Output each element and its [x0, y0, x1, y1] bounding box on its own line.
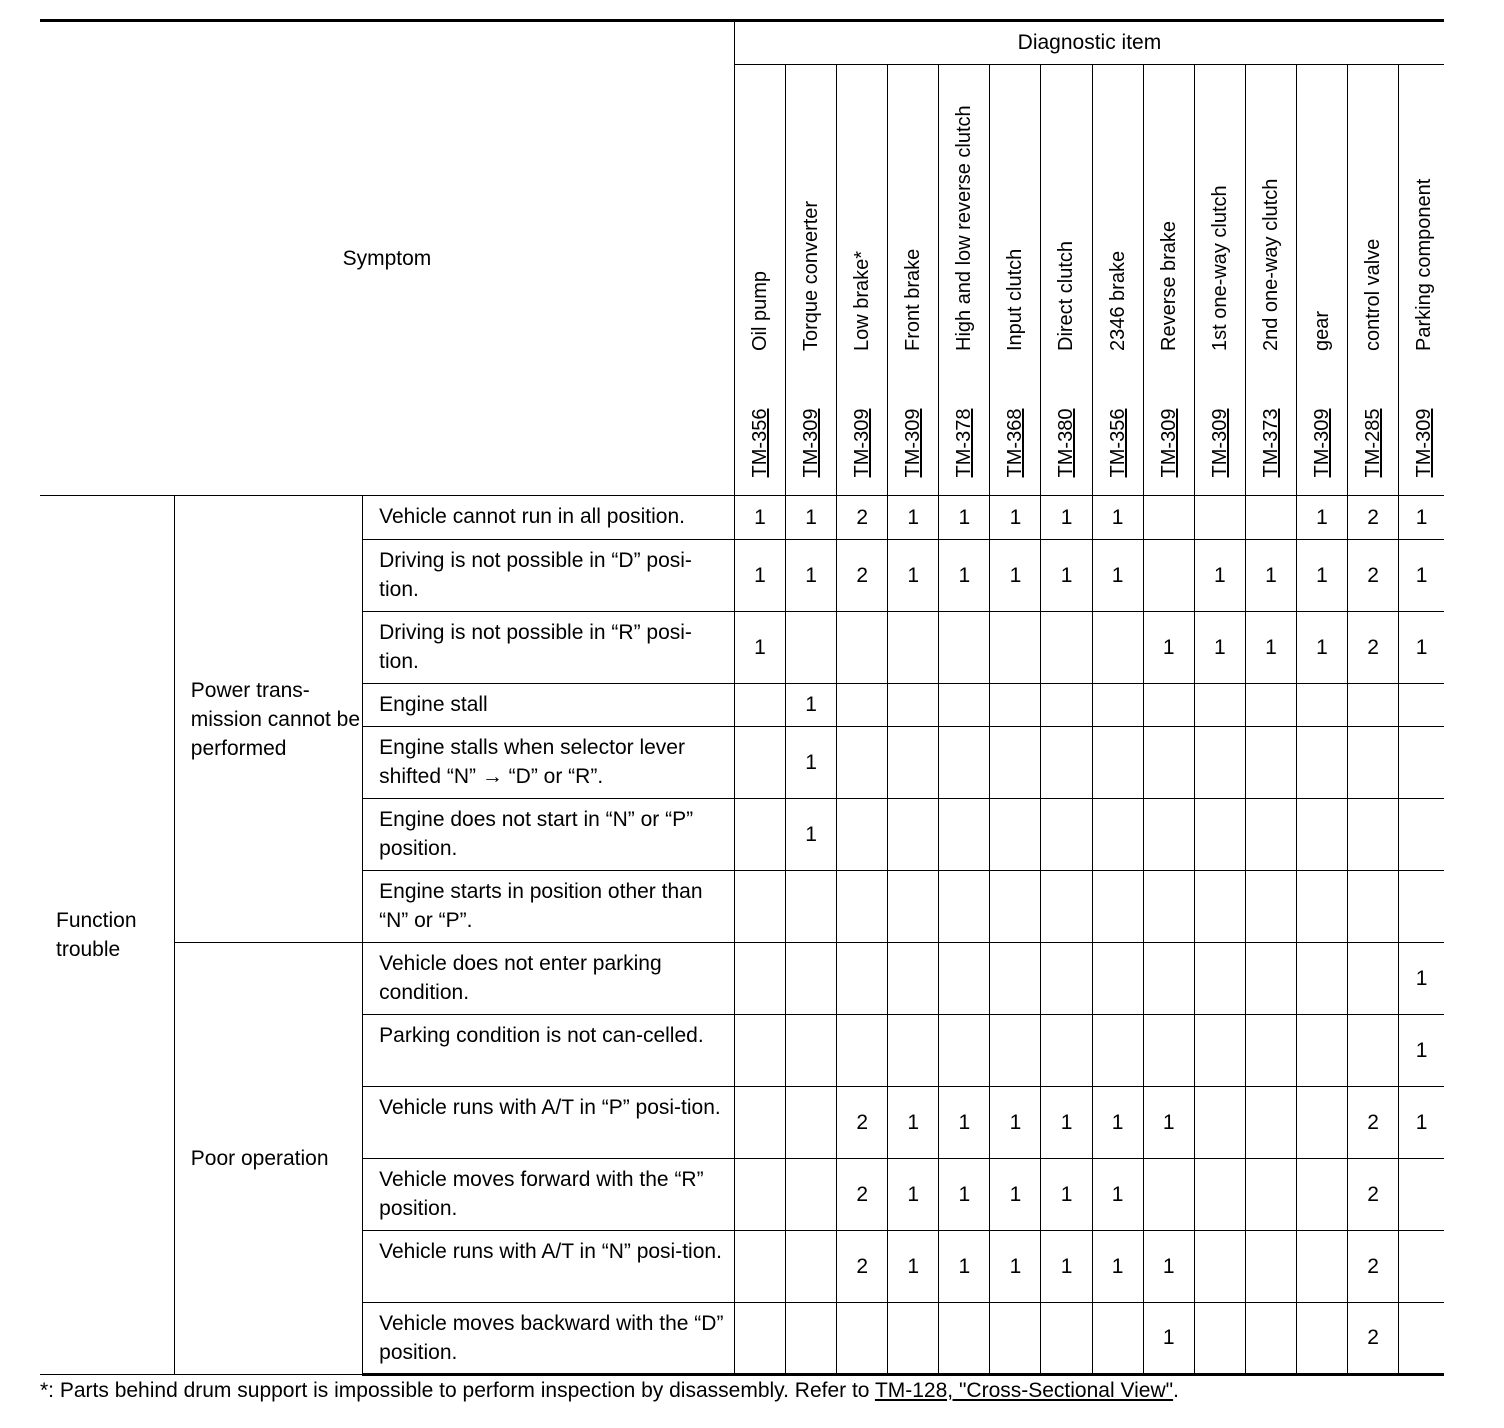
- value-cell: [939, 943, 990, 1015]
- column-name: Torque converter: [800, 200, 823, 351]
- value-cell: 1: [1399, 943, 1444, 1015]
- column-ref-link[interactable]: TM-285: [1362, 408, 1385, 478]
- value-cell: 2: [1348, 1159, 1399, 1231]
- column-header: [1399, 65, 1444, 496]
- value-cell: [734, 684, 785, 727]
- value-cell: [1296, 727, 1347, 799]
- value-cell: [1296, 1015, 1347, 1087]
- value-cell: 1: [1092, 1159, 1143, 1231]
- value-cell: 2: [837, 1159, 888, 1231]
- value-cell: [1245, 1015, 1296, 1087]
- value-cell: 2: [1348, 496, 1399, 540]
- value-cell: [1092, 943, 1143, 1015]
- value-cell: [1245, 871, 1296, 943]
- column-header: [888, 65, 939, 496]
- column-ref-link[interactable]: TM-373: [1259, 408, 1282, 478]
- value-cell: 2: [837, 1231, 888, 1303]
- value-cell: 1: [786, 684, 837, 727]
- value-cell: [1399, 1231, 1444, 1303]
- value-cell: [734, 799, 785, 871]
- value-cell: [734, 1159, 785, 1231]
- value-cell: [888, 799, 939, 871]
- table-row: [40, 496, 1444, 540]
- value-cell: [786, 1231, 837, 1303]
- value-cell: [990, 943, 1041, 1015]
- value-cell: 1: [1143, 612, 1194, 684]
- column-header: [1194, 65, 1245, 496]
- column-header: [1348, 65, 1399, 496]
- value-cell: 1: [1092, 1231, 1143, 1303]
- column-name: Direct clutch: [1055, 240, 1078, 351]
- column-ref-link[interactable]: TM-356: [1106, 408, 1129, 478]
- value-cell: [1092, 727, 1143, 799]
- footnote-end: .: [1173, 1379, 1179, 1402]
- symptom-cell: Vehicle does not enter parking condition.: [363, 943, 735, 1015]
- column-header: [734, 65, 785, 496]
- value-cell: 1: [990, 496, 1041, 540]
- value-cell: 1: [1092, 496, 1143, 540]
- value-cell: [990, 727, 1041, 799]
- value-cell: 1: [888, 540, 939, 612]
- value-cell: 1: [1092, 1087, 1143, 1159]
- value-cell: [837, 612, 888, 684]
- value-cell: [888, 612, 939, 684]
- column-ref-link[interactable]: TM-309: [1310, 408, 1333, 478]
- column-ref-link[interactable]: TM-378: [953, 408, 976, 478]
- column-header: [939, 65, 990, 496]
- value-cell: [939, 684, 990, 727]
- value-cell: [837, 799, 888, 871]
- value-cell: [939, 871, 990, 943]
- column-header: [786, 65, 837, 496]
- footnote-text: *: Parts behind drum support is impossible to perform inspection by disassembly. Refer to: [40, 1379, 875, 1402]
- value-cell: [837, 871, 888, 943]
- column-name: High and low reverse clutch: [953, 105, 976, 351]
- value-cell: 1: [1041, 1231, 1092, 1303]
- value-cell: 1: [1245, 540, 1296, 612]
- symptom-cell: Vehicle cannot run in all position.: [363, 496, 735, 540]
- symptom-cell: Parking condition is not can-celled.: [363, 1015, 735, 1087]
- value-cell: [734, 1303, 785, 1375]
- value-cell: 2: [1348, 1087, 1399, 1159]
- value-cell: [990, 1015, 1041, 1087]
- value-cell: 1: [1296, 496, 1347, 540]
- value-cell: [1143, 1159, 1194, 1231]
- value-cell: [1194, 727, 1245, 799]
- value-cell: [1194, 1303, 1245, 1375]
- value-cell: [1092, 799, 1143, 871]
- symptom-cell: Engine stalls when selector lever shifted “N” → “D” or “R”.: [363, 727, 735, 799]
- value-cell: [990, 612, 1041, 684]
- value-cell: [786, 1015, 837, 1087]
- value-cell: [786, 1303, 837, 1375]
- value-cell: [1041, 799, 1092, 871]
- value-cell: [1348, 684, 1399, 727]
- value-cell: 1: [1041, 496, 1092, 540]
- column-ref-link[interactable]: TM-309: [1157, 408, 1180, 478]
- value-cell: [1245, 727, 1296, 799]
- column-header: [1245, 65, 1296, 496]
- column-header: [1296, 65, 1347, 496]
- value-cell: [1296, 684, 1347, 727]
- value-cell: [1245, 799, 1296, 871]
- value-cell: [888, 727, 939, 799]
- value-cell: [1143, 684, 1194, 727]
- value-cell: 2: [1348, 540, 1399, 612]
- value-cell: 1: [1399, 612, 1444, 684]
- column-name: Parking component: [1413, 178, 1436, 351]
- symptom-cell: Vehicle moves backward with the “D” position.: [363, 1303, 735, 1375]
- value-cell: [990, 871, 1041, 943]
- value-cell: [1245, 496, 1296, 540]
- column-ref-link[interactable]: TM-309: [800, 408, 823, 478]
- value-cell: [734, 1015, 785, 1087]
- value-cell: 1: [1194, 540, 1245, 612]
- column-ref-link[interactable]: TM-356: [748, 408, 771, 478]
- value-cell: [1245, 1303, 1296, 1375]
- value-cell: 2: [1348, 1303, 1399, 1375]
- value-cell: [786, 871, 837, 943]
- column-name: Oil pump: [748, 270, 771, 351]
- value-cell: 1: [1143, 1231, 1194, 1303]
- value-cell: [1194, 684, 1245, 727]
- value-cell: [1296, 1303, 1347, 1375]
- value-cell: 1: [1399, 1015, 1444, 1087]
- group-cell: Power trans-mission cannot be performed: [174, 496, 362, 943]
- value-cell: [1348, 727, 1399, 799]
- value-cell: [734, 1087, 785, 1159]
- value-cell: [1348, 871, 1399, 943]
- value-cell: 1: [888, 1159, 939, 1231]
- value-cell: [1194, 799, 1245, 871]
- value-cell: 1: [939, 496, 990, 540]
- symptom-cell: Engine stall: [363, 684, 735, 727]
- value-cell: [1399, 684, 1444, 727]
- value-cell: 1: [939, 1087, 990, 1159]
- value-cell: [1348, 1015, 1399, 1087]
- value-cell: [1194, 496, 1245, 540]
- value-cell: [1041, 1015, 1092, 1087]
- value-cell: 1: [939, 540, 990, 612]
- value-cell: 1: [786, 799, 837, 871]
- value-cell: [1194, 1159, 1245, 1231]
- value-cell: 1: [888, 496, 939, 540]
- footnote-link[interactable]: TM-128, "Cross-Sectional View": [874, 1379, 1174, 1402]
- value-cell: [837, 943, 888, 1015]
- column-name: Low brake*: [851, 250, 874, 351]
- value-cell: [1296, 871, 1347, 943]
- value-cell: [1348, 943, 1399, 1015]
- value-cell: [1245, 684, 1296, 727]
- value-cell: [1348, 799, 1399, 871]
- value-cell: 1: [786, 727, 837, 799]
- column-name: Input clutch: [1004, 248, 1027, 351]
- group-cell: Poor operation: [174, 943, 362, 1375]
- value-cell: [1194, 1231, 1245, 1303]
- value-cell: [888, 684, 939, 727]
- value-cell: 1: [1041, 540, 1092, 612]
- value-cell: 2: [837, 540, 888, 612]
- value-cell: [1194, 1015, 1245, 1087]
- symptom-cell: Vehicle runs with A/T in “N” posi-tion.: [363, 1231, 735, 1303]
- value-cell: [1041, 612, 1092, 684]
- column-name: gear: [1310, 310, 1333, 351]
- value-cell: [837, 1015, 888, 1087]
- value-cell: 1: [1399, 1087, 1444, 1159]
- value-cell: [1092, 612, 1143, 684]
- value-cell: [990, 799, 1041, 871]
- value-cell: [1399, 1159, 1444, 1231]
- value-cell: [837, 1303, 888, 1375]
- value-cell: 2: [1348, 612, 1399, 684]
- value-cell: [786, 1087, 837, 1159]
- value-cell: [990, 684, 1041, 727]
- column-name: Reverse brake: [1157, 220, 1180, 351]
- value-cell: [1092, 871, 1143, 943]
- column-name: 1st one-way clutch: [1208, 185, 1231, 351]
- value-cell: [888, 1015, 939, 1087]
- value-cell: [1296, 1087, 1347, 1159]
- value-cell: [1399, 1303, 1444, 1375]
- value-cell: 1: [734, 540, 785, 612]
- value-cell: 1: [939, 1159, 990, 1231]
- value-cell: [1245, 943, 1296, 1015]
- value-cell: 1: [1041, 1087, 1092, 1159]
- column-ref-link[interactable]: TM-368: [1004, 408, 1027, 478]
- value-cell: 1: [1296, 540, 1347, 612]
- value-cell: [734, 1231, 785, 1303]
- column-name: control valve: [1362, 238, 1385, 351]
- value-cell: [734, 943, 785, 1015]
- value-cell: 1: [1399, 540, 1444, 612]
- footnote: [40, 1379, 1179, 1403]
- value-cell: [1041, 943, 1092, 1015]
- value-cell: 2: [837, 1087, 888, 1159]
- value-cell: 1: [1092, 540, 1143, 612]
- diagnostic-item-header: Diagnostic item: [734, 21, 1444, 65]
- value-cell: [1143, 727, 1194, 799]
- value-cell: 1: [1245, 612, 1296, 684]
- column-header: [990, 65, 1041, 496]
- value-cell: [1399, 727, 1444, 799]
- symptom-cell: Engine starts in position other than “N” or “P”.: [363, 871, 735, 943]
- value-cell: [1194, 871, 1245, 943]
- value-cell: [1092, 684, 1143, 727]
- column-ref-link[interactable]: TM-309: [1208, 408, 1231, 478]
- value-cell: [1143, 799, 1194, 871]
- value-cell: [1143, 871, 1194, 943]
- value-cell: 1: [734, 496, 785, 540]
- symptom-cell: Driving is not possible in “R” posi-tion.: [363, 612, 735, 684]
- value-cell: [1296, 1231, 1347, 1303]
- value-cell: [888, 871, 939, 943]
- value-cell: [990, 1303, 1041, 1375]
- category-cell: Function trouble: [40, 496, 174, 1375]
- symptom-cell: Driving is not possible in “D” posi-tion.: [363, 540, 735, 612]
- value-cell: [888, 1303, 939, 1375]
- value-cell: [1296, 1159, 1347, 1231]
- value-cell: [939, 727, 990, 799]
- value-cell: 1: [939, 1231, 990, 1303]
- column-ref-link[interactable]: TM-309: [902, 408, 925, 478]
- value-cell: 1: [888, 1231, 939, 1303]
- value-cell: [786, 1159, 837, 1231]
- value-cell: [1143, 496, 1194, 540]
- value-cell: 1: [1143, 1303, 1194, 1375]
- value-cell: [1092, 1303, 1143, 1375]
- column-ref-link[interactable]: TM-309: [851, 408, 874, 478]
- value-cell: [939, 612, 990, 684]
- value-cell: 2: [1348, 1231, 1399, 1303]
- column-name: 2346 brake: [1106, 250, 1129, 351]
- value-cell: 1: [734, 612, 785, 684]
- column-header: [1143, 65, 1194, 496]
- value-cell: 1: [1143, 1087, 1194, 1159]
- value-cell: [1194, 943, 1245, 1015]
- value-cell: [1296, 799, 1347, 871]
- value-cell: [1041, 1303, 1092, 1375]
- value-cell: [939, 1015, 990, 1087]
- value-cell: 1: [1296, 612, 1347, 684]
- value-cell: [837, 684, 888, 727]
- value-cell: [786, 612, 837, 684]
- value-cell: [1245, 1231, 1296, 1303]
- value-cell: 1: [990, 1231, 1041, 1303]
- table-row: [40, 943, 1444, 1015]
- value-cell: 1: [1194, 612, 1245, 684]
- symptom-header: Symptom: [40, 21, 734, 496]
- value-cell: [939, 1303, 990, 1375]
- value-cell: [1143, 943, 1194, 1015]
- value-cell: [1143, 540, 1194, 612]
- value-cell: 1: [786, 540, 837, 612]
- column-name: Front brake: [902, 248, 925, 351]
- value-cell: [1296, 943, 1347, 1015]
- value-cell: [734, 871, 785, 943]
- value-cell: [1041, 727, 1092, 799]
- value-cell: [1041, 871, 1092, 943]
- column-name: 2nd one-way clutch: [1259, 178, 1282, 351]
- column-header: [1092, 65, 1143, 496]
- symptom-cell: Engine does not start in “N” or “P” position.: [363, 799, 735, 871]
- value-cell: [1245, 1087, 1296, 1159]
- column-header: [837, 65, 888, 496]
- value-cell: [1143, 1015, 1194, 1087]
- column-header: [1041, 65, 1092, 496]
- value-cell: 1: [990, 1159, 1041, 1231]
- column-ref-link[interactable]: TM-380: [1055, 408, 1078, 478]
- value-cell: [888, 943, 939, 1015]
- value-cell: 2: [837, 496, 888, 540]
- value-cell: 1: [990, 1087, 1041, 1159]
- diagnostic-table: [40, 19, 1444, 1376]
- value-cell: [1399, 871, 1444, 943]
- value-cell: 1: [1041, 1159, 1092, 1231]
- value-cell: [939, 799, 990, 871]
- value-cell: [734, 727, 785, 799]
- value-cell: [1245, 1159, 1296, 1231]
- column-ref-link[interactable]: TM-309: [1413, 408, 1436, 478]
- value-cell: [1041, 684, 1092, 727]
- value-cell: [1092, 1015, 1143, 1087]
- value-cell: 1: [888, 1087, 939, 1159]
- value-cell: [837, 727, 888, 799]
- value-cell: 1: [990, 540, 1041, 612]
- value-cell: [786, 943, 837, 1015]
- value-cell: 1: [786, 496, 837, 540]
- symptom-cell: Vehicle moves forward with the “R” position.: [363, 1159, 735, 1231]
- symptom-cell: Vehicle runs with A/T in “P” posi-tion.: [363, 1087, 735, 1159]
- value-cell: 1: [1399, 496, 1444, 540]
- value-cell: [1194, 1087, 1245, 1159]
- value-cell: [1399, 799, 1444, 871]
